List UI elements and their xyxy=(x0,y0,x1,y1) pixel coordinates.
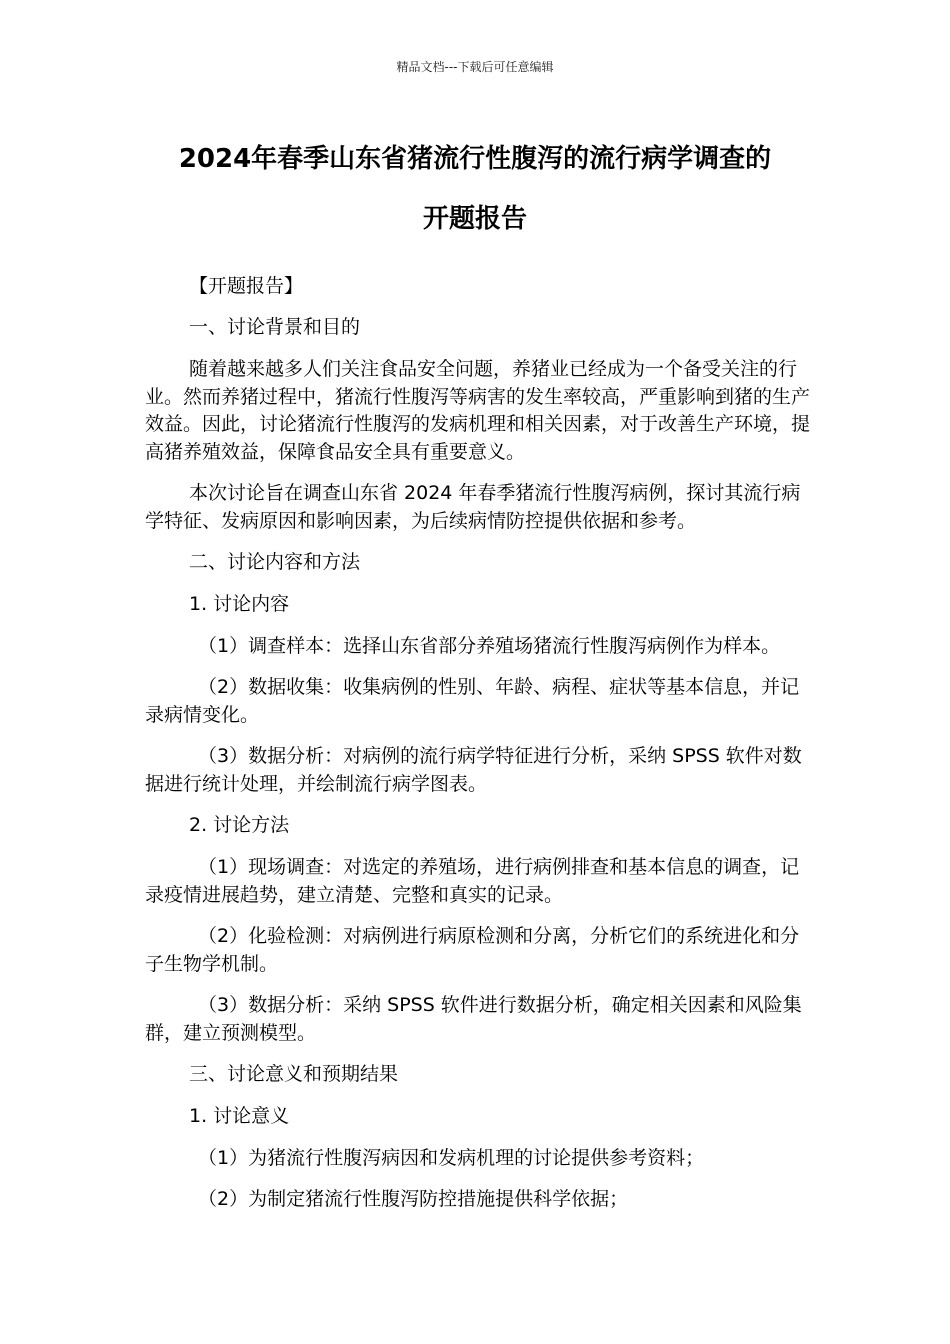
significance-item-2: （2）为制定猪流行性腹泻防控措施提供科学依据； xyxy=(198,1188,629,1210)
significance-item-1: （1）为猪流行性腹泻病因和发病机理的讨论提供参考资料； xyxy=(198,1147,705,1169)
subheading-significance: 1. 讨论意义 xyxy=(189,1105,290,1127)
content-item-2: （2）数据收集：收集病例的性别、年龄、病程、症状等基本信息，并记录病情变化。 xyxy=(145,676,800,726)
heading-significance: 三、讨论意义和预期结果 xyxy=(189,1063,399,1085)
document-title-line-1: 2024年春季山东省猪流行性腹泻的流行病学调查的 xyxy=(178,144,772,174)
heading-background: 一、讨论背景和目的 xyxy=(189,316,361,338)
section-tag: 【开题报告】 xyxy=(189,275,304,297)
page-header-watermark: 精品文档---下载后可任意编辑 xyxy=(396,60,554,74)
heading-content-methods: 二、讨论内容和方法 xyxy=(189,551,361,573)
paragraph-purpose: 本次讨论旨在调查山东省 2024 年春季猪流行性腹泻病例，探讨其流行病学特征、发病原因和影响因素，为后续病情防控提供依据和参考。 xyxy=(145,482,801,532)
method-item-2: （2）化验检测：对病例进行病原检测和分离，分析它们的系统进化和分子生物学机制。 xyxy=(145,925,800,975)
method-item-3: （3）数据分析：采纳 SPSS 软件进行数据分析，确定相关因素和风险集群，建立预测模型。 xyxy=(145,994,802,1044)
document-title-line-2: 开题报告 xyxy=(422,204,527,234)
content-item-1: （1）调查样本：选择山东省部分养殖场猪流行性腹泻病例作为样本。 xyxy=(198,635,781,657)
subheading-content: 1. 讨论内容 xyxy=(189,593,290,615)
subheading-methods: 2. 讨论方法 xyxy=(189,814,290,836)
content-item-3: （3）数据分析：对病例的流行病学特征进行分析，采纳 SPSS 软件对数据进行统计处理，并绘制流行病学图表。 xyxy=(145,745,802,795)
method-item-1: （1）现场调查：对选定的养殖场，进行病例排查和基本信息的调查，记录疫情进展趋势，建立清楚、完整和真实的记录。 xyxy=(145,856,800,906)
paragraph-background: 随着越来越多人们关注食品安全问题，养猪业已经成为一个备受关注的行业。然而养猪过程中，猪流行性腹泻等病害的发生率较高，严重影响到猪的生产效益。因此，讨论猪流行性腹泻的发病机理和相关因素，对于改善生产环境，提高猪养殖效益，保障食品安全具有重要意义。 xyxy=(145,358,811,463)
